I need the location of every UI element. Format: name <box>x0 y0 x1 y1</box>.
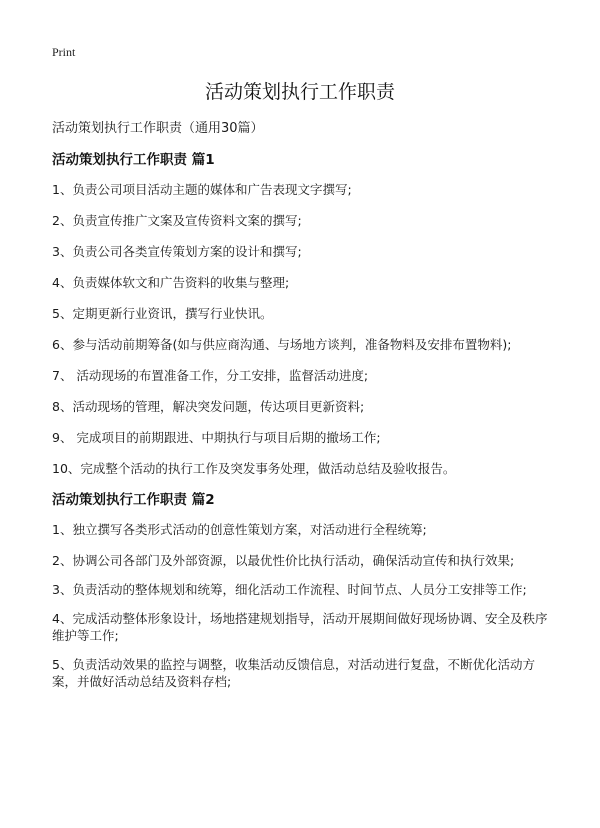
section-heading: 活动策划执行工作职责 篇2 <box>52 492 215 508</box>
list-item: 4、负责媒体软文和广告资料的收集与整理; <box>52 275 290 290</box>
list-item: 2、负责宣传推广文案及宣传资料文案的撰写; <box>52 213 302 228</box>
section-1 <box>52 151 552 477</box>
section-heading: 活动策划执行工作职责 篇1 <box>52 152 215 168</box>
list-item: 5、负责活动效果的监控与调整，收集活动反馈信息，对活动进行复盘，不断优化活动方案，并做好活动总结及资料存档; <box>52 657 535 689</box>
list-item: 10、完成整个活动的执行工作及突发事务处理，做活动总结及验收报告。 <box>52 461 456 476</box>
document-subtitle: 活动策划执行工作职责（通用30篇） <box>52 121 264 136</box>
list-item: 5、定期更新行业资讯，撰写行业快讯。 <box>52 306 273 321</box>
list-item: 6、参与活动前期筹备(如与供应商沟通、与场地方谈判，准备物料及安排布置物料); <box>52 337 512 352</box>
document-title: 活动策划执行工作职责 <box>204 81 395 103</box>
list-item: 3、负责活动的整体规划和统筹，细化活动工作流程、时间节点、人员分工安排等工作; <box>52 582 527 597</box>
list-item: 3、负责公司各类宣传策划方案的设计和撰写; <box>52 244 302 259</box>
list-item: 4、完成活动整体形象设计，场地搭建规划指导，活动开展期间做好现场协调、安全及秩序维护等工作; <box>52 611 548 643</box>
list-item: 1、负责公司项目活动主题的媒体和广告表现文字撰写; <box>52 182 352 197</box>
list-item: 2、协调公司各部门及外部资源，以最优性价比执行活动，确保活动宣传和执行效果; <box>52 553 515 568</box>
list-item: 7、 活动现场的布置准备工作，分工安排，监督活动进度; <box>52 368 369 383</box>
list-item: 8、活动现场的管理，解决突发问题，传达项目更新资料; <box>52 399 365 414</box>
print-label: Print <box>52 45 76 59</box>
document-body <box>52 120 552 702</box>
section-2 <box>52 491 552 690</box>
list-item: 1、独立撰写各类形式活动的创意性策划方案，对活动进行全程统筹; <box>52 522 427 537</box>
list-item: 9、 完成项目的前期跟进、中期执行与项目后期的撤场工作; <box>52 430 381 445</box>
